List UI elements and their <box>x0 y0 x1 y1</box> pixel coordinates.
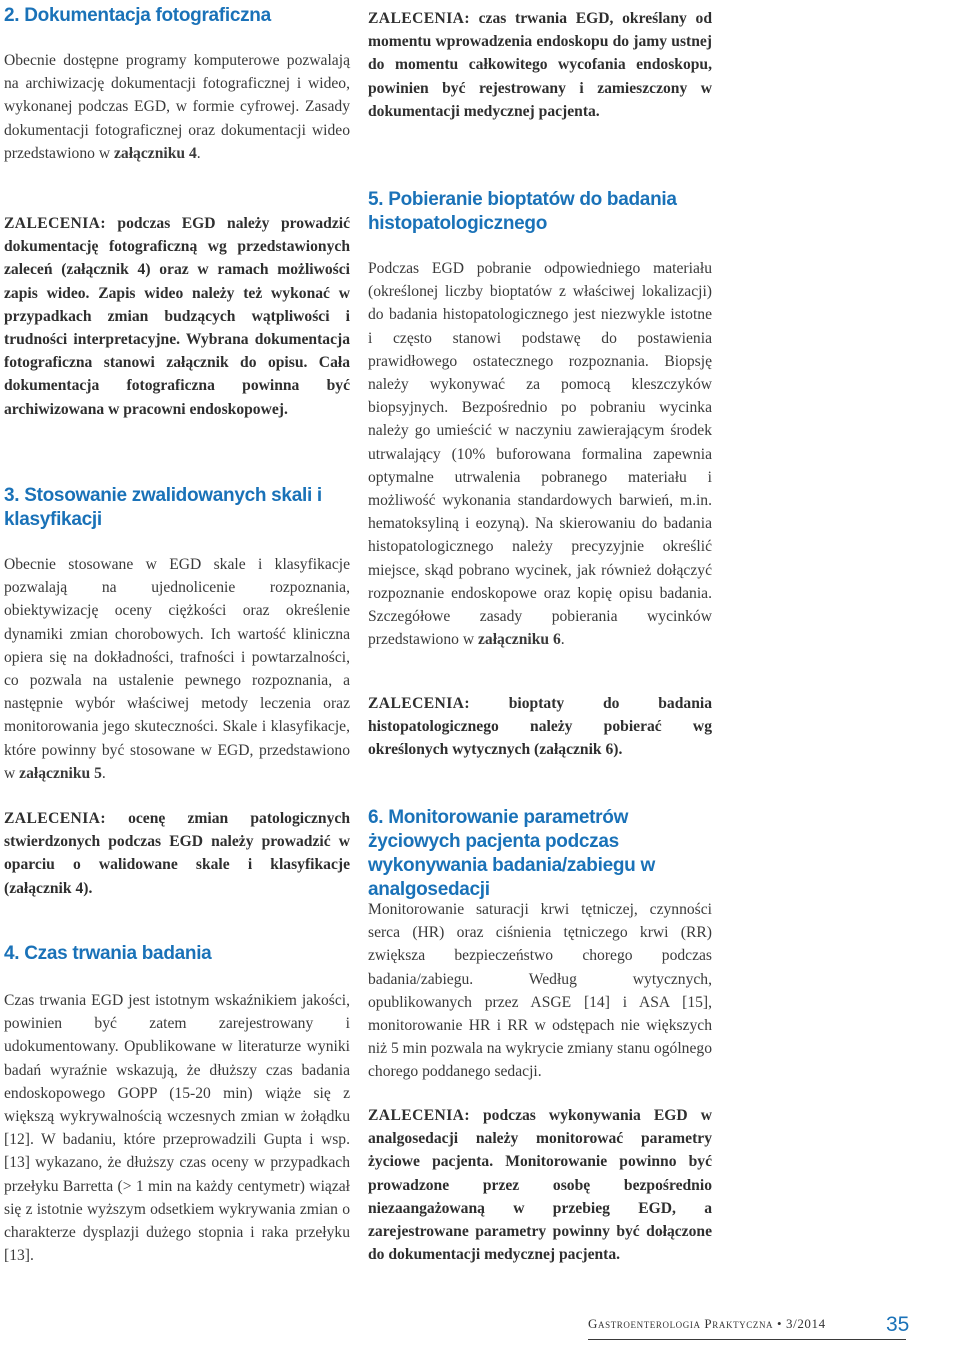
section-2-paragraph <box>4 49 350 165</box>
section-4-paragraph: Czas trwania EGD jest istotnym wskaźnikiem jakości, powinien być zatem zarejestrowany i udokumentowany. Opublikowane w literaturze wyniki badań wyraźnie wskazują, że dłuższy czas badania endoskopowego GOPP (15-20 min) wiąże się z większą wykrywalnością wczesnych zmian w żołądku [12]. W badaniu, które przeprowadzili Gupta i wsp. [13] wykazano, że dłuższy czas oceny w przypadkach przełyku Barretta (> 1 min na każdy centymetr) wiązał się z istotnie wyższym odsetkiem wykrywania zmian o charakterze dysplazji dużego stopnia i raka przełyku [13]. <box>4 992 350 1265</box>
section-3-recommendation <box>4 807 350 900</box>
section-2-recommendation <box>4 212 350 421</box>
recommendation-tag: ZALECENIA: <box>4 215 106 232</box>
page-footer <box>588 1316 918 1340</box>
section-5-text-end: . <box>560 631 565 649</box>
recommendation-text: podczas wykonywania EGD w analgosedacji należy monitorować parametry życiowe pacjenta. Monitorowanie powinno być prowadzone przez osobę bezpośrednio niezaangażowaną w przebieg EGD, a zarejestrowane parametry powinny być dołączone do dokumentacji medycznej pacjenta. <box>368 1107 712 1264</box>
recommendation-tag: ZALECENIA: <box>368 695 470 712</box>
recommendation-text: bioptaty do badania histopatologicznego należy pobierać wg określonych wytycznych (załącznik 6). <box>368 695 712 759</box>
section-5-annex-ref: załączniku 6 <box>478 631 561 649</box>
section-3-paragraph <box>4 553 350 785</box>
section-5-heading: 5. Pobieranie bioptatów do badania histopatologicznego <box>368 189 677 234</box>
recommendation-text: ocenę zmian patologicznych stwierdzonych podczas EGD należy prowadzić w oparciu o walidowane skale i klasyfikacje (załącznik 4). <box>4 810 350 897</box>
section-4-recommendation <box>368 7 712 123</box>
section-2-text: Obecnie dostępne programy komputerowe pozwalają na archiwizację dokumentacji fotograficznej i wideo, wykonanej podczas EGD, w formie cyfrowej. Zasady dokumentacji fotograficznej oraz dokumentacji wideo przedstawiono w <box>4 52 350 162</box>
section-2-annex-ref: załączniku 4 <box>114 144 197 162</box>
recommendation-tag: ZALECENIA: <box>368 10 470 27</box>
section-2-heading: 2. Dokumentacja fotograficzna <box>4 5 271 26</box>
section-3-annex-ref: załączniku 5 <box>19 764 102 782</box>
journal-title: Gastroenterologia Praktyczna • 3/2014 <box>588 1316 826 1331</box>
section-2-text-end: . <box>196 144 201 162</box>
section-6-heading: 6. Monitorowanie parametrów życiowych pacjenta podczas wykonywania badania/zabiegu w analgosedacji <box>368 807 655 900</box>
section-6-paragraph: Monitorowanie saturacji krwi tętniczej, czynności serca (HR) oraz ciśnienia tętniczego krwi (RR) zwiększa bezpieczeństwo chorego podczas badania/zabiegu. Według wytycznych, opublikowanych przez ASGE [14] i ASA [15], monitorowanie HR i RR w odstępach nie większych niż 5 min pozwala na wykrycie zmiany stanu ogólnego chorego poddanego sedacji. <box>368 901 712 1081</box>
section-5-paragraph <box>368 257 712 651</box>
section-3-heading: 3. Stosowanie zwalidowanych skali i klasyfikacji <box>4 485 322 530</box>
section-3-text-end: . <box>101 764 106 782</box>
section-6-recommendation <box>368 1104 712 1266</box>
recommendation-text: podczas EGD należy prowadzić dokumentację fotograficzną wg przedstawionych zaleceń (załącznik 4) oraz w ramach możliwości zapis wideo. Zapis wideo należy też wykonać w przypadkach zmian budzących wątpliwości i trudności interpretacyjne. Wybrana dokumentacja fotograficzna stanowi załącznik do opisu. Cała dokumentacja fotograficzna powinna być archiwizowana w pracowni endoskopowej. <box>4 215 350 418</box>
section-3-text: Obecnie stosowane w EGD skale i klasyfikacje pozwalają na ujednolicenie rozpoznania, obiektywizację oceny ciężkości oraz określenie dynamiki zmian chorobowych. Ich wartość kliniczna opiera się na dokładności, trafności i powtarzalności, co pozwala na ustalenie pewnego rozpoznania, a następnie wybór właściwej metody leczenia oraz monitorowania jego skuteczności. Skale i klasyfikacje, które powinny być stosowane w EGD, przedstawiono w <box>4 556 350 782</box>
recommendation-text: czas trwania EGD, określany od momentu wprowadzenia endoskopu do jamy ustnej do momentu całkowitego wycofania endoskopu, powinien być rejestrowany i zamieszczony w dokumentacji medycznej pacjenta. <box>368 10 712 120</box>
section-4-heading: 4. Czas trwania badania <box>4 943 212 964</box>
section-5-recommendation <box>368 692 712 762</box>
recommendation-tag: ZALECENIA: <box>368 1107 470 1124</box>
page-number: 35 <box>886 1313 910 1336</box>
footer-rule <box>588 1339 906 1340</box>
section-5-text: Podczas EGD pobranie odpowiedniego materiału (określonej liczby bioptatów z właściwej lokalizacji) do badania histopatologicznego jest niezwykle istotne i często stanowi podstawę do postawienia prawidłowego ostatecznego rozpoznania. Biopsję należy wykonywać za pomocą kleszczyków biopsyjnych. Bezpośrednio po pobraniu wycinka należy go umieścić w naczyniu zawierającym środek utrwalający (10% buforowana formalina zapewnia optymalne utrwalenia pobranego materiału i możliwość wykonania standardowych barwień, m.in. hematoksyliną i eozyną). Na skierowaniu do badania histopatologicznego należy precyzyjnie określić miejsce, skąd pobrano wycinek, jak również dołączyć rozpoznanie endoskopowe oraz kopię opisu badania. Szczegółowe zasady pobierania wycinków przedstawiono w <box>368 260 712 649</box>
recommendation-tag: ZALECENIA: <box>4 810 106 827</box>
